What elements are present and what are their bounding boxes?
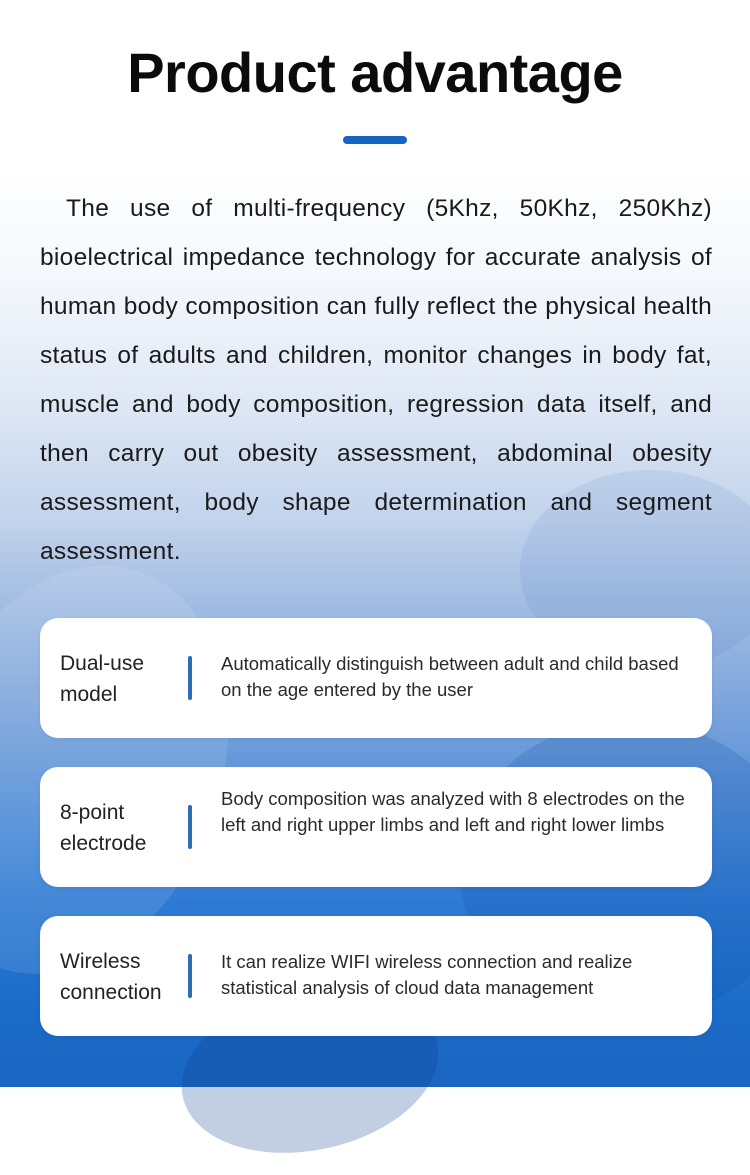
feature-label: 8-point electrode xyxy=(60,801,147,855)
feature-description: It can realize WIFI wireless connection and realize statistical analysis of cloud data management xyxy=(221,951,633,998)
feature-label: Wireless connection xyxy=(60,950,162,1004)
feature-card-dual-use xyxy=(40,618,712,738)
feature-divider xyxy=(188,805,192,849)
feature-divider xyxy=(188,954,192,998)
feature-card-8-point-electrode xyxy=(40,767,712,887)
feature-divider xyxy=(188,656,192,700)
page-title: Product advantage xyxy=(127,41,623,104)
title-underline-accent xyxy=(343,136,407,144)
feature-card-wireless-connection xyxy=(40,916,712,1036)
feature-label: Dual-use model xyxy=(60,652,145,706)
feature-description: Automatically distinguish between adult and child based on the age entered by the user xyxy=(221,653,679,700)
intro-paragraph: The use of multi-frequency (5Khz, 50Khz, 250Khz) bioelectrical impedance technology for accurate analysis of human body composition can fully reflect the physical health status of adults and children, monitor changes in body fat, muscle and body composition, regression data itself, and then carry out obesity assessment, abdominal obesity assessment, body shape determination and segment assessment. xyxy=(40,195,712,565)
feature-description: Body composition was analyzed with 8 electrodes on the left and right upper limbs and left and right lower limbs xyxy=(221,788,685,835)
